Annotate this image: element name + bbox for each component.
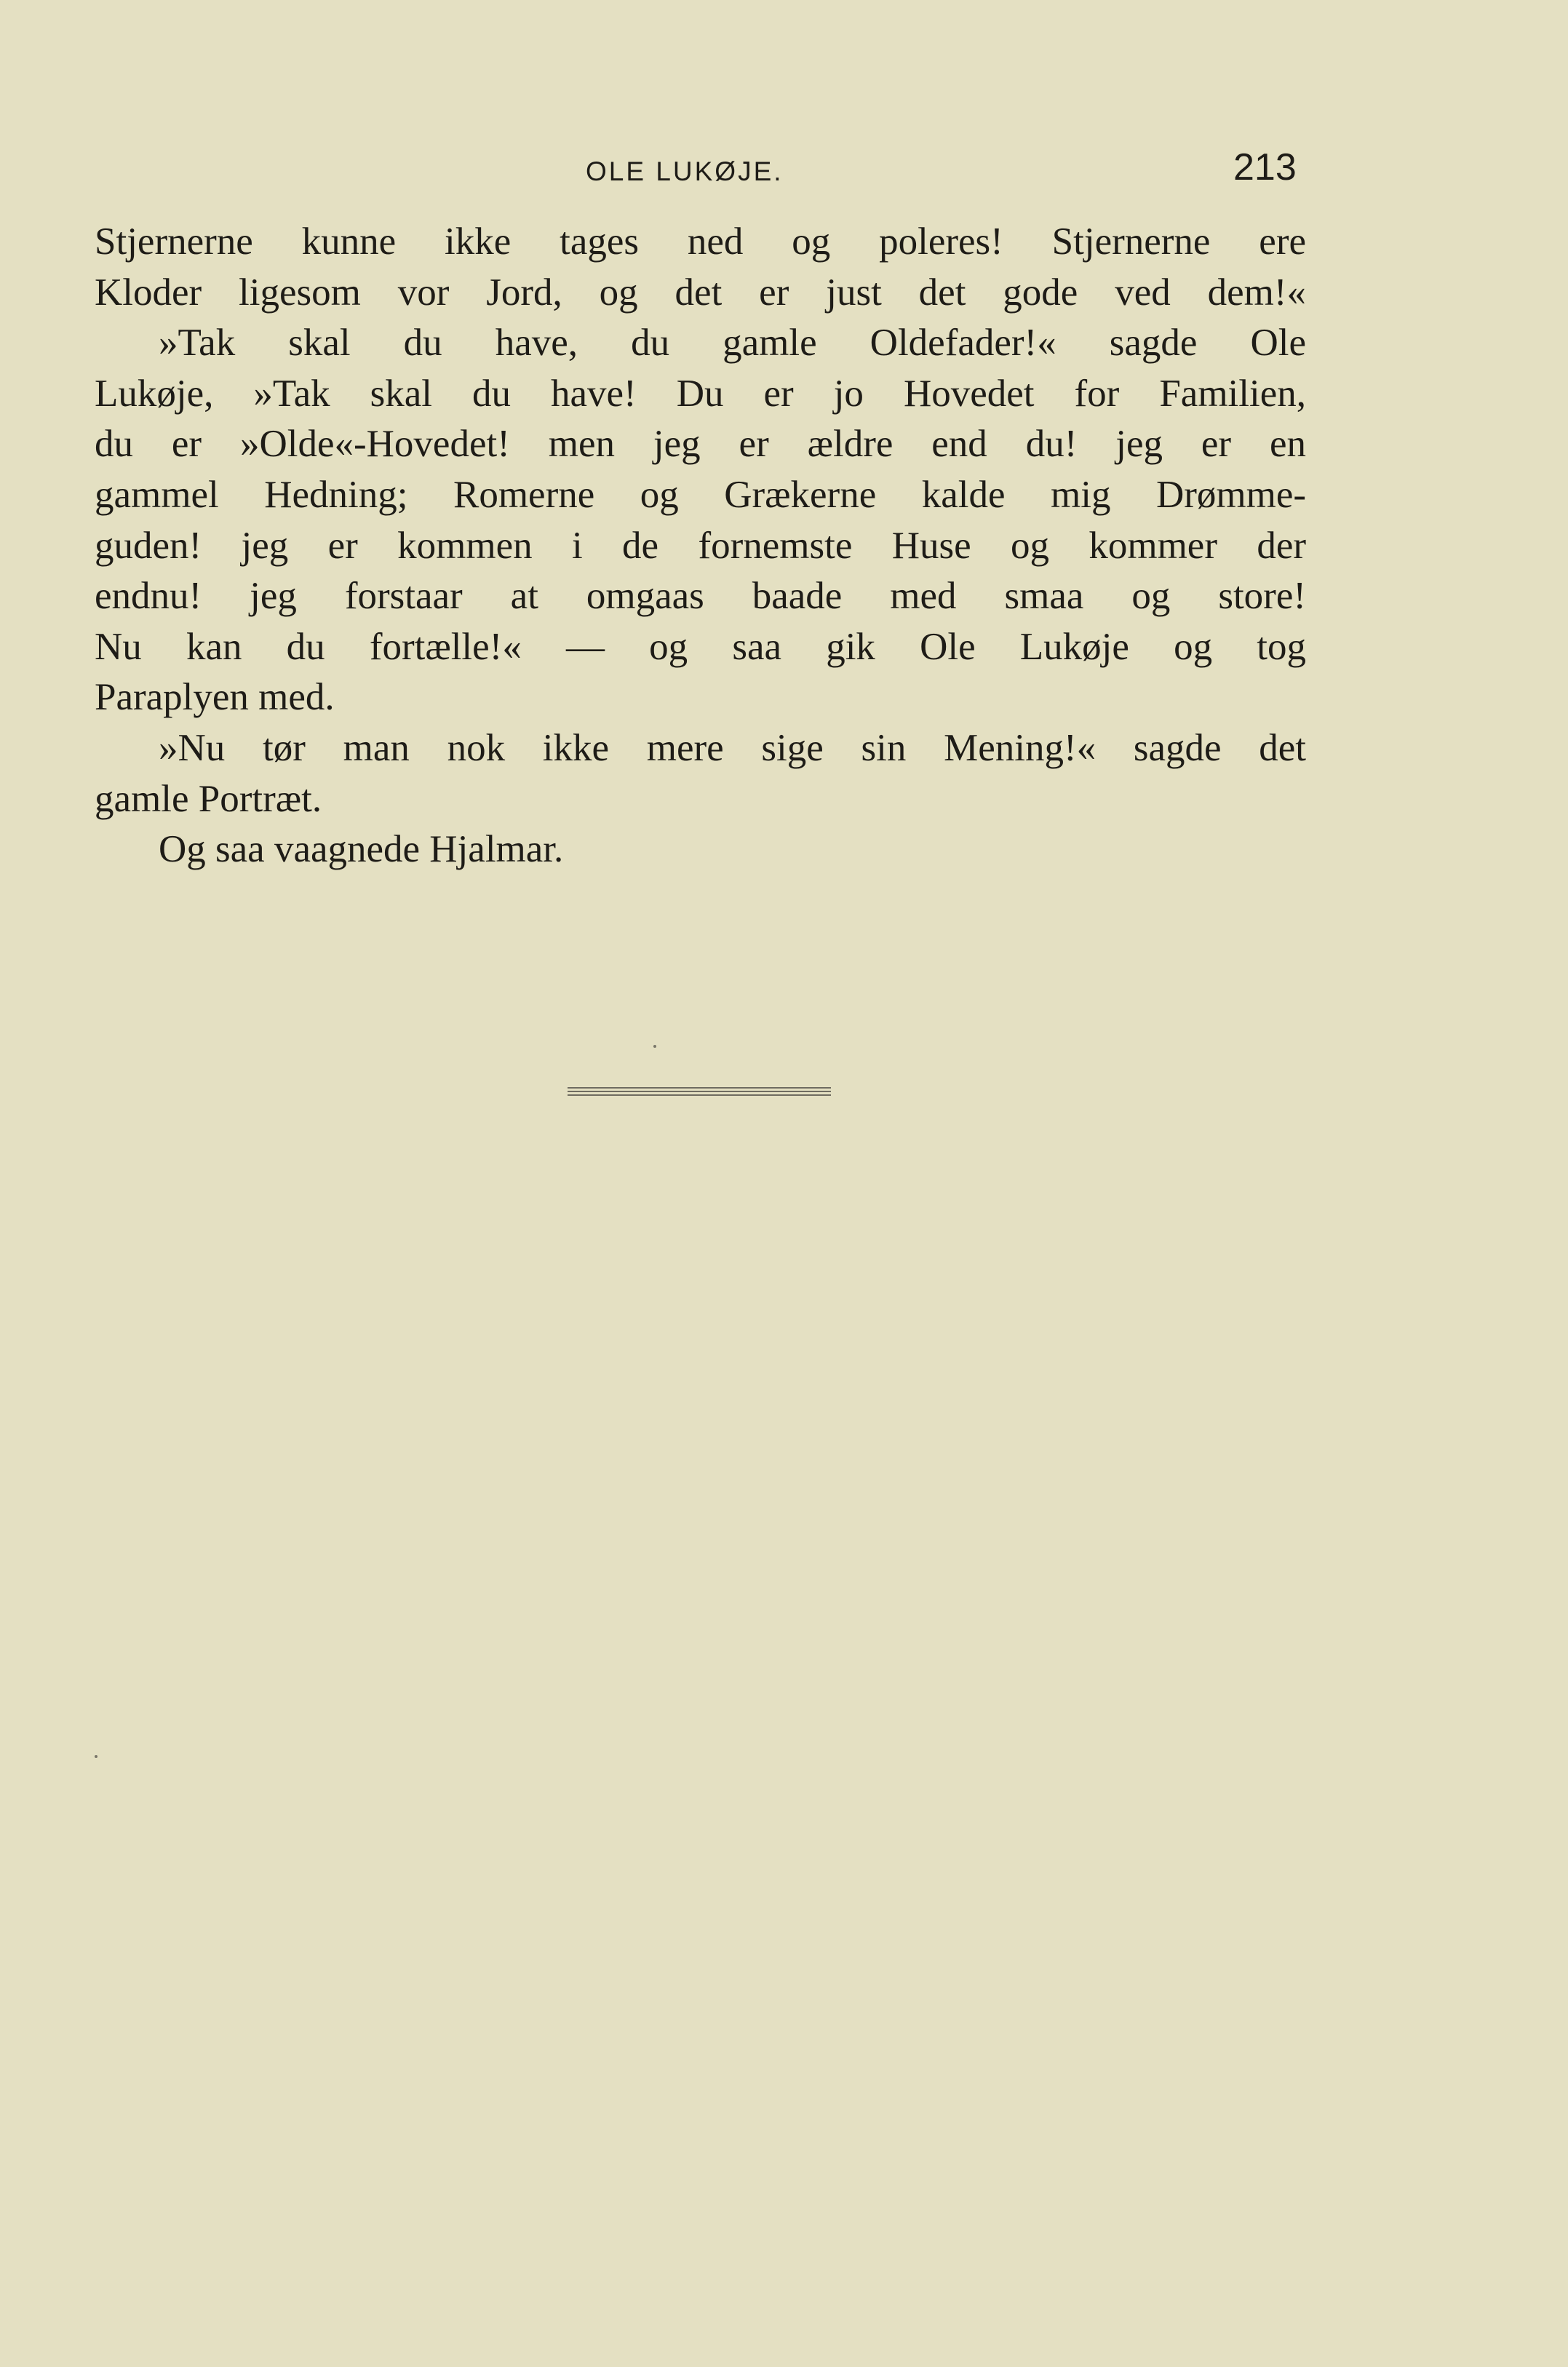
text-line: du er »Olde«-Hovedet! men jeg er ældre end du! jeg er en xyxy=(95,423,1306,466)
running-title: OLE LUKØJE. xyxy=(586,156,784,186)
paper-speck xyxy=(95,1755,97,1758)
text-line: Og saa vaagnede Hjalmar. xyxy=(159,828,564,871)
text-line: »Tak skal du have, du gamle Oldefader!« sagde Ole xyxy=(159,322,1306,365)
text-line: endnu! jeg forstaar at omgaas baade med smaa og store! xyxy=(95,575,1306,618)
text-line: Nu kan du fortælle!« — og saa gik Ole Lukøje og tog xyxy=(95,625,1306,668)
text-line: Paraplyen med. xyxy=(95,676,335,719)
text-line: »Nu tør man nok ikke mere sige sin Mening!« sagde det xyxy=(159,726,1306,769)
end-ornament-rule xyxy=(568,1087,831,1096)
text-line: Kloder ligesom vor Jord, og det er just det gode ved dem!« xyxy=(95,271,1306,314)
text-line: gamle Portræt. xyxy=(95,777,322,820)
paper-speck xyxy=(653,1045,656,1048)
text-line: guden! jeg er kommen i de fornemste Huse og kommer der xyxy=(95,524,1306,567)
body-text xyxy=(95,217,1306,875)
text-line: gammel Hedning; Romerne og Grækerne kalde mig Drømme- xyxy=(95,473,1306,516)
page-number: 213 xyxy=(1233,146,1297,188)
text-line: Lukøje, »Tak skal du have! Du er jo Hovedet for Familien, xyxy=(95,372,1306,415)
text-line: Stjernerne kunne ikke tages ned og poleres! Stjernerne ere xyxy=(95,220,1306,263)
